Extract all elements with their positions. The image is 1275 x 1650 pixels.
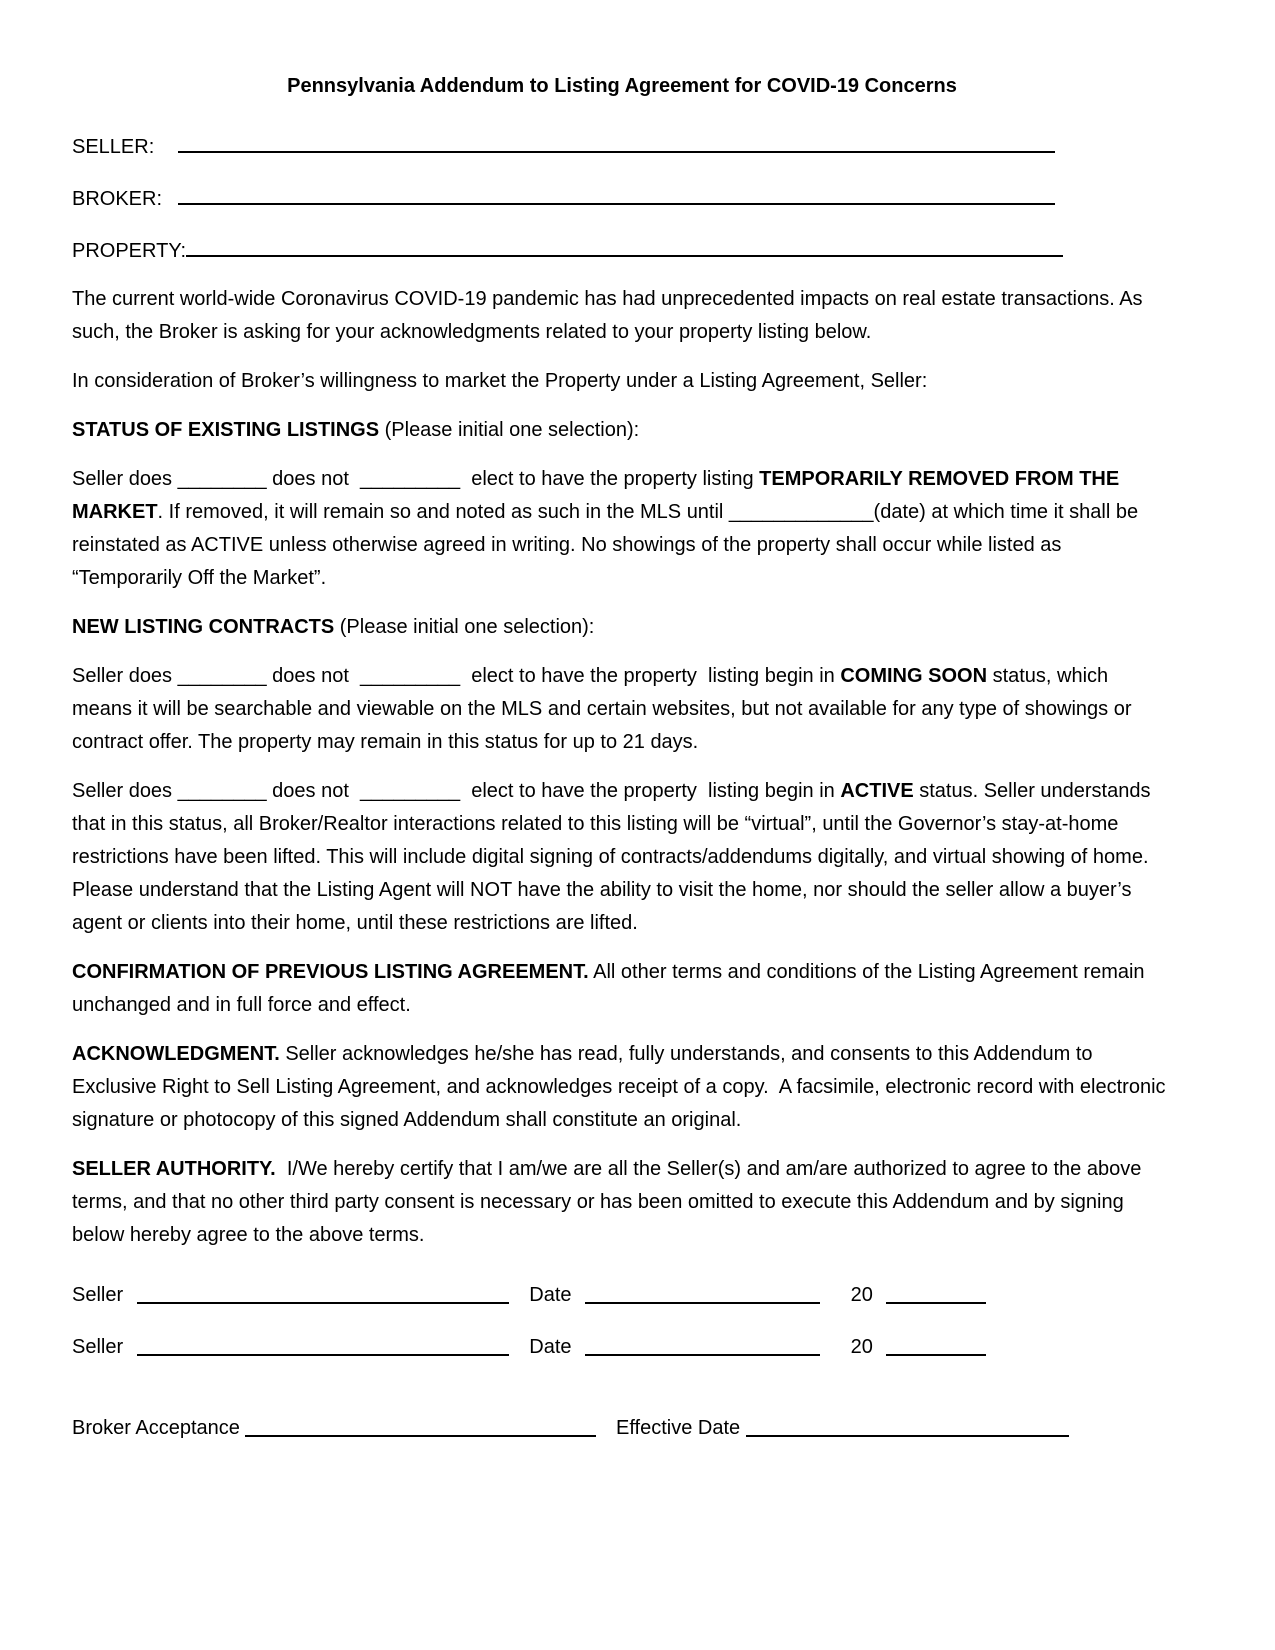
temporarily-removed-clause xyxy=(72,463,1172,595)
seller-field-label: SELLER: xyxy=(72,136,155,158)
bold-text-run: NEW LISTING CONTRACTS xyxy=(72,616,335,638)
year-prefix: 20 xyxy=(850,1336,873,1358)
seller-signature-label: Seller xyxy=(72,1284,124,1306)
text-run: (Please initial one selection): xyxy=(379,419,640,441)
text-run: Seller acknowledges he/she has read, fully understands, and consents to this Addendum to Exclusive Right to Sell Listing Agreement, and acknowledges receipt of a copy. A facsimile, electronic record with electronic signature or photocopy of this signed Addendum shall constitute an original. xyxy=(72,1043,1172,1131)
signature-section xyxy=(72,1278,1172,1444)
bold-text-run: ACTIVE xyxy=(840,780,914,802)
new-listing-contracts-heading xyxy=(72,611,1172,644)
seller-blank-line xyxy=(178,127,1055,153)
text-run: I/We hereby certify that I am/we are all the Seller(s) and am/are authorized to agree to the above terms, and that no other third party consent is necessary or has been omitted to execute this Addendum and by signing below hereby agree to the above terms. xyxy=(72,1158,1147,1246)
bold-text-run: CONFIRMATION OF PREVIOUS LISTING AGREEMENT. xyxy=(72,961,589,983)
paragraphs-container xyxy=(72,283,1172,1252)
property-field-row xyxy=(72,231,1172,264)
seller-signature-row-1 xyxy=(72,1278,1172,1311)
status-of-existing-listings-heading xyxy=(72,414,1172,447)
text-run: status. Seller understands that in this status, all Broker/Realtor interactions related to this listing will be “virtual”, until the Governor’s stay-at-home restrictions have been lifted. This will include digital signing of contracts/addendums digitally, and virtual showing of home. Please understand that the Listing Agent will NOT have the ability to visit the home, nor should the seller allow a buyer’s agent or clients into their home, until these restrictions are lifted. xyxy=(72,780,1157,934)
text-run: In consideration of Broker’s willingness to market the Property under a Listing Agreement, Seller: xyxy=(72,370,928,392)
confirmation-clause xyxy=(72,956,1172,1022)
coming-soon-clause xyxy=(72,660,1172,759)
bold-text-run: SELLER AUTHORITY. xyxy=(72,1158,276,1180)
property-field-label: PROPERTY: xyxy=(72,240,187,262)
seller-field-row xyxy=(72,127,1172,160)
broker-blank-line xyxy=(178,179,1055,205)
broker-acceptance-line xyxy=(245,1411,596,1437)
effective-date-line xyxy=(746,1411,1069,1437)
date-line xyxy=(585,1278,820,1304)
bold-text-run: COMING SOON xyxy=(840,665,988,687)
text-run: status, which means it will be searchable and viewable on the MLS and certain websites, but not available for any type of showings or contract offer. The property may remain in this status for up to 21 days. xyxy=(72,665,1138,753)
seller-authority-clause xyxy=(72,1153,1172,1252)
seller-signature-label: Seller xyxy=(72,1336,124,1358)
bold-text-run: STATUS OF EXISTING LISTINGS xyxy=(72,419,380,441)
intro-paragraph xyxy=(72,283,1172,349)
document-content xyxy=(72,70,1172,1268)
text-run: All other terms and conditions of the Listing Agreement remain unchanged and in full force and effect. xyxy=(72,961,1151,1016)
bold-text-run: TEMPORARILY REMOVED FROM THE MARKET xyxy=(72,468,1125,523)
year-line xyxy=(886,1278,986,1304)
document-title: Pennsylvania Addendum to Listing Agreement for COVID-19 Concerns xyxy=(287,75,957,97)
text-run: Seller does ________ does not _________ elect to have the property listing begin in xyxy=(72,665,841,687)
text-run: Seller does ________ does not _________ elect to have the property listing begin in xyxy=(72,780,841,802)
bold-text-run: ACKNOWLEDGMENT. xyxy=(72,1043,280,1065)
date-label: Date xyxy=(529,1336,572,1358)
consideration-paragraph xyxy=(72,365,1172,398)
acknowledgment-clause xyxy=(72,1038,1172,1137)
year-prefix: 20 xyxy=(850,1284,873,1306)
property-blank-line xyxy=(186,231,1063,257)
active-status-clause xyxy=(72,775,1172,940)
seller-signature-line xyxy=(137,1278,509,1304)
seller-signature-row-2 xyxy=(72,1330,1172,1363)
text-run: Seller does ________ does not _________ elect to have the property listing xyxy=(72,468,760,490)
year-line xyxy=(886,1330,986,1356)
broker-field-label: BROKER: xyxy=(72,188,163,210)
date-label: Date xyxy=(529,1284,572,1306)
text-run: The current world-wide Coronavirus COVID-19 pandemic has had unprecedented impacts on real estate transactions. As such, the Broker is asking for your acknowledgments related to your property listing below. xyxy=(72,288,1149,343)
text-run: . If removed, it will remain so and noted as such in the MLS until _____________(date) at which time it shall be reinstated as ACTIVE unless otherwise agreed in writing. No showings of the property shall occur while listed as “Temporarily Off the Market”. xyxy=(72,501,1144,589)
date-line xyxy=(585,1330,820,1356)
effective-date-label: Effective Date xyxy=(616,1417,741,1439)
broker-acceptance-label: Broker Acceptance xyxy=(72,1417,240,1439)
seller-signature-line xyxy=(137,1330,509,1356)
broker-acceptance-row xyxy=(72,1411,1172,1444)
text-run: (Please initial one selection): xyxy=(334,616,595,638)
broker-field-row xyxy=(72,179,1172,212)
